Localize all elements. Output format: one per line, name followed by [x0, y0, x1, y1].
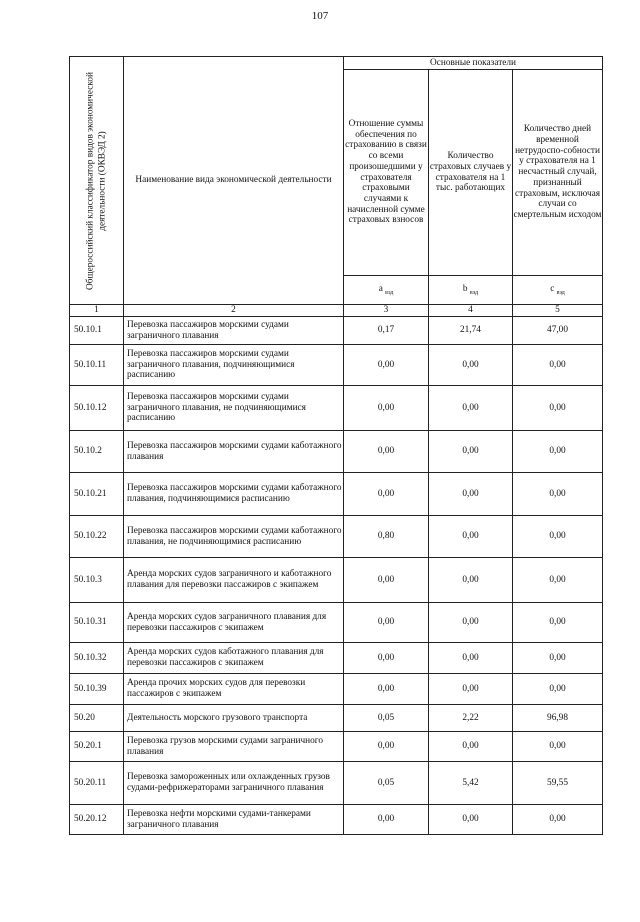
- column-number: 3: [344, 305, 429, 317]
- okved-code: 50.10.2: [70, 431, 124, 473]
- page-number: 107: [311, 10, 329, 22]
- cases-value: 0,00: [429, 603, 513, 643]
- cases-value: 0,00: [429, 732, 513, 762]
- activity-name: Аренда морских судов каботажного плавания для перевозки пассажиров с экипажем: [124, 643, 344, 674]
- column-number: 4: [429, 305, 513, 317]
- days-value: 0,00: [513, 473, 603, 516]
- days-value: 0,00: [513, 805, 603, 835]
- cases-value: 0,00: [429, 473, 513, 516]
- activity-name: Аренда морских судов заграничного и каботажного плавания для перевозки пассажиров с экипажем: [124, 558, 344, 603]
- cases-value: 0,00: [429, 643, 513, 674]
- okved-code: 50.20.11: [70, 762, 124, 805]
- okved-code: 50.10.21: [70, 473, 124, 516]
- activity-name: Перевозка пассажиров морскими судами каботажного плавания: [124, 431, 344, 473]
- ratio-value: 0,00: [344, 643, 429, 674]
- okved-code: 50.20.1: [70, 732, 124, 762]
- okved-code: 50.10.39: [70, 674, 124, 705]
- activity-name: Перевозка грузов морскими судами заграничного плавания: [124, 732, 344, 762]
- table-row: [70, 386, 603, 431]
- cases-value: 0,00: [429, 386, 513, 431]
- cases-symbol: b $_{вэд}$: [429, 276, 513, 305]
- ratio-value: 0,05: [344, 762, 429, 805]
- table-row: [70, 473, 603, 516]
- days-value: 0,00: [513, 431, 603, 473]
- table-row: [70, 516, 603, 558]
- ratio-value: 0,00: [344, 805, 429, 835]
- okved-code: 50.10.22: [70, 516, 124, 558]
- column-number: 5: [513, 305, 603, 317]
- cases-value: 0,00: [429, 558, 513, 603]
- okved-code: 50.10.3: [70, 558, 124, 603]
- activity-name: Аренда морских судов заграничного плавания для перевозки пассажиров с экипажем: [124, 603, 344, 643]
- table-row: [70, 643, 603, 674]
- okved-code: 50.10.32: [70, 643, 124, 674]
- ratio-header: Отношение суммы обеспечения по страхованию в связи со всеми произошедшими у страхователя страховыми случаями к начисленной сумме страховых взносов: [344, 70, 429, 276]
- ratio-value: 0,00: [344, 558, 429, 603]
- column-number-row: [70, 305, 603, 317]
- table-row: [70, 317, 603, 345]
- ratio-value: 0,00: [344, 674, 429, 705]
- okved-header: Общероссийский классификатор видов экономической деятельности (ОКВЭД 2): [84, 71, 107, 290]
- cases-value: 0,00: [429, 805, 513, 835]
- cases-header: Количество страховых случаев у страхователя на 1 тыс. работающих: [429, 70, 513, 276]
- days-value: 0,00: [513, 558, 603, 603]
- days-symbol: c $_{вэд}$: [513, 276, 603, 305]
- table-row: [70, 431, 603, 473]
- cases-value: 0,00: [429, 431, 513, 473]
- table-row: [70, 705, 603, 732]
- ratio-value: 0,00: [344, 732, 429, 762]
- ratio-value: 0,00: [344, 345, 429, 386]
- table-row: [70, 762, 603, 805]
- activity-name: Перевозка пассажиров морскими судами заграничного плавания, подчиняющимися расписанию: [124, 345, 344, 386]
- main-indicators-header: Основные показатели: [344, 57, 603, 70]
- okved-code: 50.10.12: [70, 386, 124, 431]
- activity-name: Перевозка пассажиров морскими судами каботажного плавания, не подчиняющимися расписанию: [124, 516, 344, 558]
- days-value: 59,55: [513, 762, 603, 805]
- days-value: 0,00: [513, 603, 603, 643]
- okved-code: 50.10.31: [70, 603, 124, 643]
- activity-name: Перевозка замороженных или охлажденных грузов судами-рефрижераторами заграничного плавания: [124, 762, 344, 805]
- column-number: 2: [124, 305, 344, 317]
- days-header: Количество дней временной нетрудоспо-собности у страхователя на 1 несчастный случай, признанный страховым, исключая случаи со смертельным исходом: [513, 70, 603, 276]
- activity-name: Перевозка пассажиров морскими судами заграничного плавания, не подчиняющимися расписанию: [124, 386, 344, 431]
- ratio-value: 0,05: [344, 705, 429, 732]
- indicators-table: [69, 56, 603, 835]
- okved-code: 50.20: [70, 705, 124, 732]
- days-value: 0,00: [513, 345, 603, 386]
- days-value: 0,00: [513, 643, 603, 674]
- ratio-value: 0,00: [344, 431, 429, 473]
- activity-name: Аренда прочих морских судов для перевозки пассажиров с экипажем: [124, 674, 344, 705]
- table-row: [70, 345, 603, 386]
- days-value: 0,00: [513, 674, 603, 705]
- activity-name: Перевозка нефти морскими судами-танкерами заграничного плавания: [124, 805, 344, 835]
- cases-value: 5,42: [429, 762, 513, 805]
- table-row: [70, 674, 603, 705]
- cases-value: 0,00: [429, 516, 513, 558]
- cases-value: 0,00: [429, 345, 513, 386]
- activity-name-header: Наименование вида экономической деятельности: [124, 57, 344, 305]
- okved-code: 50.10.11: [70, 345, 124, 386]
- ratio-value: 0,00: [344, 473, 429, 516]
- ratio-value: 0,00: [344, 386, 429, 431]
- column-number: 1: [70, 305, 124, 317]
- activity-name: Перевозка пассажиров морскими судами заграничного плавания: [124, 317, 344, 345]
- cases-value: 21,74: [429, 317, 513, 345]
- cases-value: 2,22: [429, 705, 513, 732]
- days-value: 0,00: [513, 516, 603, 558]
- okved-code: 50.10.1: [70, 317, 124, 345]
- days-value: 47,00: [513, 317, 603, 345]
- ratio-value: 0,17: [344, 317, 429, 345]
- table-row: [70, 732, 603, 762]
- days-value: 0,00: [513, 732, 603, 762]
- cases-value: 0,00: [429, 674, 513, 705]
- okved-code: 50.20.12: [70, 805, 124, 835]
- table-row: [70, 603, 603, 643]
- ratio-value: 0,80: [344, 516, 429, 558]
- ratio-symbol: a $_{вэд}$: [344, 276, 429, 305]
- okved-header-cell: [70, 57, 124, 305]
- days-value: 0,00: [513, 386, 603, 431]
- table-row: [70, 558, 603, 603]
- activity-name: Перевозка пассажиров морскими судами каботажного плавания, подчиняющимися расписанию: [124, 473, 344, 516]
- ratio-value: 0,00: [344, 603, 429, 643]
- days-value: 96,98: [513, 705, 603, 732]
- table-row: [70, 805, 603, 835]
- activity-name: Деятельность морского грузового транспорта: [124, 705, 344, 732]
